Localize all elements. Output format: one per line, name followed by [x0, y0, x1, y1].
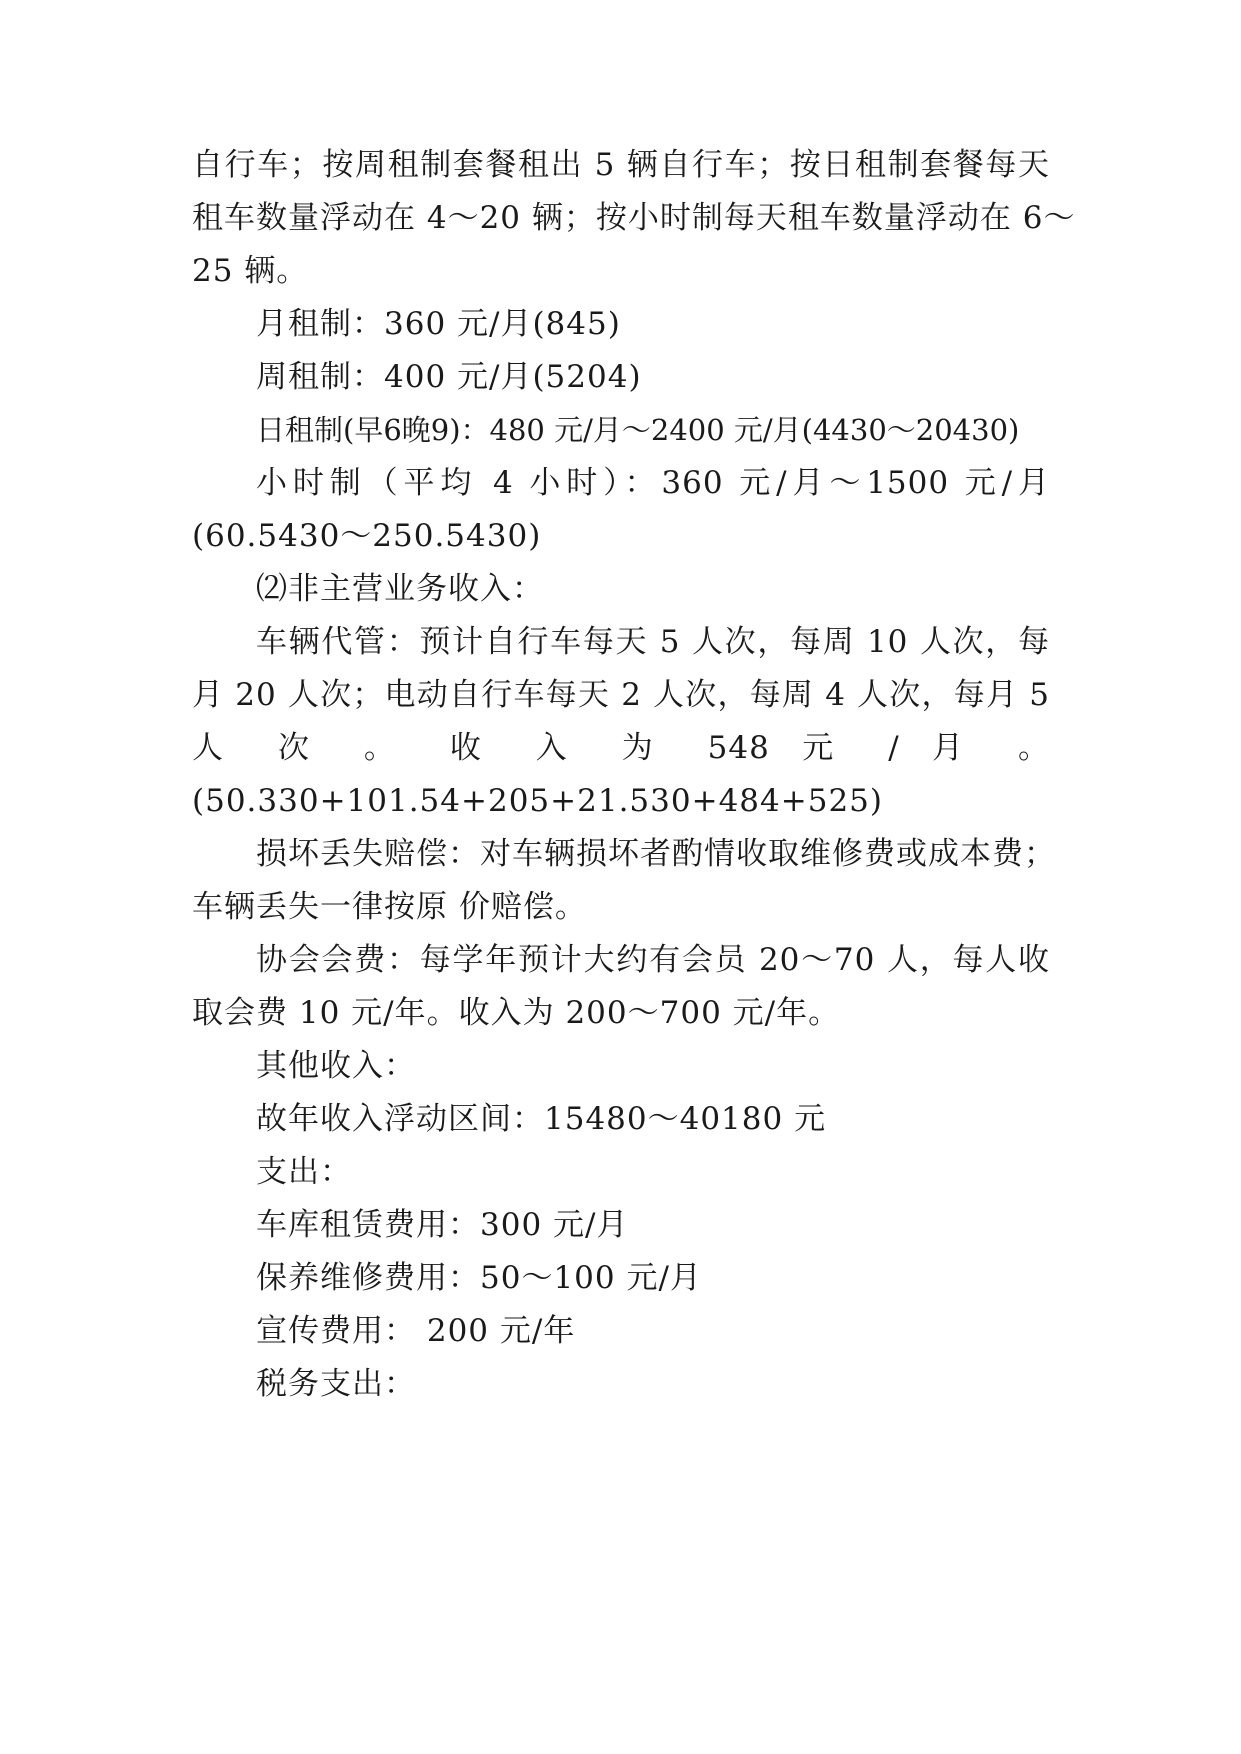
text-line: 取会费 10 元/年。收入为 200～700 元/年。: [192, 995, 841, 1031]
text-line: 月租制：360 元/月(845): [256, 306, 621, 342]
text-line: 支出：: [256, 1154, 352, 1190]
text-line: (60.5430～250.5430): [192, 518, 542, 554]
text-line: 宣传费用： 200 元/年: [256, 1313, 576, 1349]
section-heading: ⑵非主营业务收入：: [256, 571, 544, 607]
text-line: 税务支出：: [256, 1366, 416, 1402]
text-line: 25 辆。: [192, 253, 309, 289]
text-line: 保养维修费用：50～100 元/月: [256, 1260, 702, 1296]
text-line: 车辆代管：预计自行车每天 5 人次，每周 10 人次，每: [256, 624, 1050, 660]
text-line: 故年收入浮动区间：15480～40180 元: [256, 1101, 827, 1137]
text-line: 其他收入：: [256, 1048, 416, 1084]
text-line: 车库租赁费用：300 元/月: [256, 1207, 629, 1243]
text-line: 日租制(早6晚9)：480 元/月～2400 元/月(4430～20430): [256, 413, 1020, 447]
text-line: (50.330+101.54+205+21.530+484+525): [192, 783, 883, 819]
text-line: 协会会费：每学年预计大约有会员 20～70 人，每人收: [256, 942, 1050, 978]
text-line: 周租制：400 元/月(5204): [256, 359, 642, 395]
text-line: 租车数量浮动在 4～20 辆；按小时制每天租车数量浮动在 6～: [192, 200, 1076, 236]
text-line: 月 20 人次；电动自行车每天 2 人次，每周 4 人次，每月 5: [192, 677, 1050, 713]
text-line: 小时制（平均 4 小时）：360 元/月～1500 元/月: [256, 465, 1050, 501]
text-line: 车辆丢失一律按原 价赔偿。: [192, 889, 587, 925]
text-line: 人 次 。 收 入 为 548 元 / 月 。: [192, 730, 1050, 766]
text-line: 损坏丢失赔偿：对车辆损坏者酌情收取维修费或成本费；: [256, 836, 1056, 872]
text-line: 自行车；按周租制套餐租出 5 辆自行车；按日租制套餐每天: [192, 147, 1050, 183]
